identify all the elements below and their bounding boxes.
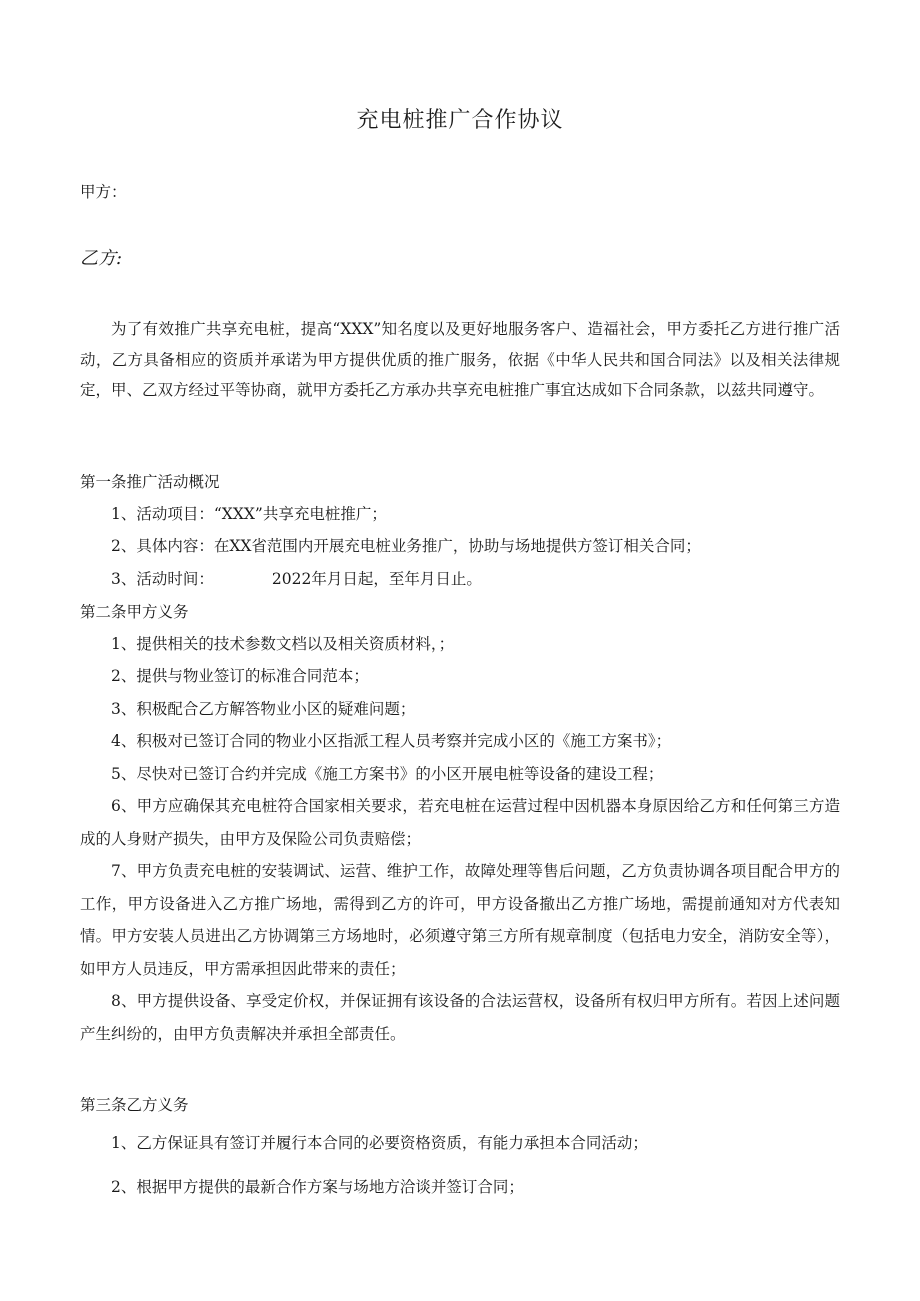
party-a-label: 甲方： [80, 183, 127, 201]
activity-time-label: 3、活动时间： [111, 569, 214, 588]
intro-paragraph: 为了有效推广共享充电桩，提高“XXX”知名度以及更好地服务客户、造福社会，甲方委托乙方进行推广活动，乙方具备相应的资质并承诺为甲方提供优质的推广服务，依据《中华人民共和国合同法》以及相关法律规定，甲、乙双方经过平等协商，就甲方委托乙方承办共享充电桩推广事宜达成如下合同条款，以兹共同遵守。 [80, 320, 840, 399]
article-1-item [80, 563, 840, 596]
article-2-item: 8、甲方提供设备、享受定价权，并保证拥有该设备的合法运营权，设备所有权归甲方所有。若因上述问题产生纠纷的，由甲方负责解决并承担全部责任。 [80, 992, 840, 1043]
article-1 [80, 467, 840, 595]
party-b-label: 乙方: [80, 248, 123, 269]
article-3 [80, 1090, 840, 1209]
article-2 [80, 597, 840, 1050]
article-3-item: 1、乙方保证具有签订并履行本合同的必要资格资质，有能力承担本合同活动； [111, 1133, 648, 1152]
article-2-item: 4、积极对已签订合同的物业小区指派工程人员考察并完成小区的《施工方案书》； [111, 732, 672, 750]
activity-time-value: 2022年月日起，至年月日止。 [271, 569, 482, 588]
article-2-item: 5、尽快对已签订合约并完成《施工方案书》的小区开展电桩等设备的建设工程； [111, 764, 664, 783]
article-2-item: 6、甲方应确保其充电桩符合国家相关要求，若充电桩在运营过程中因机器本身原因给乙方和任何第三方造成的人身财产损失，由甲方及保险公司负责赔偿； [80, 797, 840, 848]
article-2-heading: 第二条甲方义务 [80, 603, 189, 621]
article-3-heading: 第三条乙方义务 [80, 1096, 189, 1114]
document-title: 充电桩推广合作协议 [356, 108, 564, 133]
article-2-item: 3、积极配合乙方解答物业小区的疑难问题； [111, 699, 416, 718]
article-3-item: 2、根据甲方提供的最新合作方案与场地方洽谈并签订合同； [111, 1177, 524, 1196]
article-2-item: 2、提供与物业签订的标准合同范本； [111, 667, 369, 685]
article-2-item: 7、甲方负责充电桩的安装调试、运营、维护工作，故障处理等售后问题，乙方负责协调各项目配合甲方的工作，甲方设备进入乙方推广场地，需得到乙方的许可，甲方设备撤出乙方推广场地，需提前通知对方代表知情。甲方安装人员进出乙方协调第三方场地时，必须遵守第三方所有规章制度（包括电力安全，消防安全等），如甲方人员违反，甲方需承担因此带来的责任； [80, 862, 840, 978]
article-1-heading: 第一条推广活动概况 [80, 473, 220, 491]
article-1-item: 2、具体内容：在XX省范围内开展充电桩业务推广，协助与场地提供方签订相关合同； [111, 537, 701, 555]
article-2-item: 1、提供相关的技术参数文档以及相关资质材料，； [111, 634, 455, 653]
article-1-item: 1、活动项目：“XXX”共享充电桩推广； [111, 504, 387, 523]
